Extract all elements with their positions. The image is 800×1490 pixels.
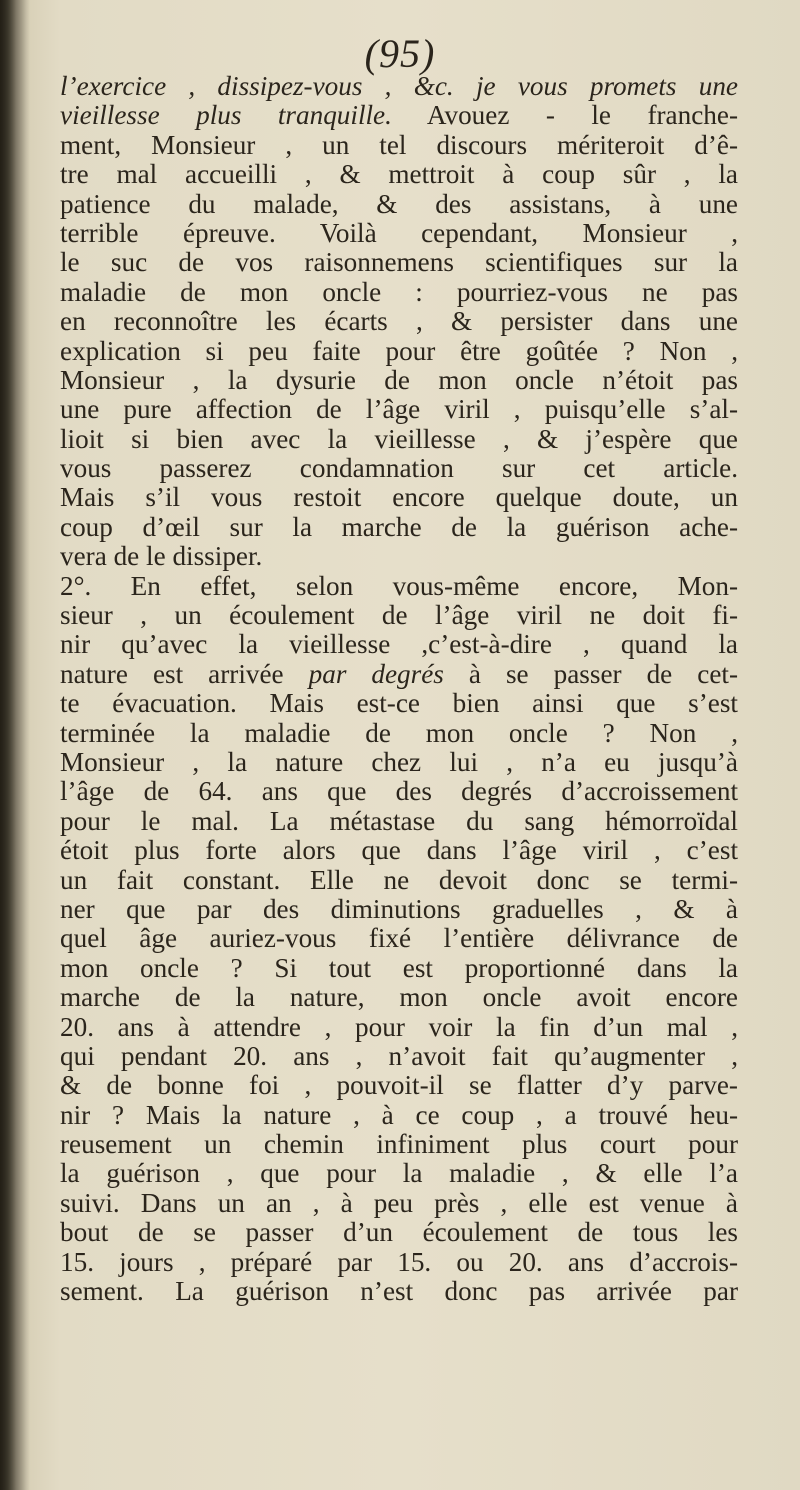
text-line (60, 278, 738, 307)
italic-text: vieillesse plus tranquille. (60, 100, 392, 131)
text-line (60, 1218, 738, 1247)
text-line (60, 219, 738, 248)
text-span: quel âge auriez-vous fixé l’entière délivrance de (60, 923, 738, 954)
italic-text: par degrés (308, 658, 444, 689)
text-span: terrible épreuve. Voilà cependant, Monsieur , (60, 217, 738, 248)
text-span: Mais s’il vous restoit encore quelque doute, un (60, 482, 738, 513)
text-line (60, 601, 738, 630)
text-line (60, 660, 738, 689)
text-line (60, 1101, 738, 1130)
text-line (60, 1130, 738, 1159)
text-line (60, 689, 738, 718)
text-line (60, 1277, 738, 1306)
text-line (60, 983, 738, 1012)
text-span: lioit si bien avec la vieillesse , & j’espère que (60, 423, 738, 454)
text-span: Monsieur , la dysurie de mon oncle n’étoit pas (60, 364, 738, 395)
text-span: coup d’œil sur la marche de la guérison ache- (60, 511, 738, 542)
text-span: nir ? Mais la nature , à ce coup , a trouvé heu- (60, 1099, 738, 1130)
text-span: suivi. Dans un an , à peu près , elle est venue à (60, 1187, 738, 1218)
text-line (60, 1071, 738, 1100)
text-span: & de bonne foi , pouvoit-il se flatter d’y parve- (60, 1070, 738, 1101)
text-line (60, 748, 738, 777)
text-line (60, 1248, 738, 1277)
text-span: explication si peu faite pour être goûtée ? Non , (60, 335, 738, 366)
text-line (60, 454, 738, 483)
text-line (60, 101, 738, 130)
page-number: (95) (364, 31, 436, 76)
text-span: vera de le dissiper. (60, 541, 263, 572)
text-span: sement. La guérison n’est donc pas arrivée par (60, 1276, 738, 1307)
text-line (60, 630, 738, 659)
text-line (60, 924, 738, 953)
text-span: étoit plus forte alors que dans l’âge viril , c’est (60, 835, 738, 866)
text-line (60, 1189, 738, 1218)
text-line (60, 72, 738, 101)
text-span: reusement un chemin infiniment plus court pour (60, 1129, 738, 1160)
text-line (60, 719, 738, 748)
text-span: 15. jours , préparé par 15. ou 20. ans d’accrois- (60, 1246, 738, 1277)
text-span: tre mal accueilli , & mettroit à coup sûr , la (60, 159, 738, 190)
text-span: qui pendant 20. ans , n’avoit fait qu’augmenter , (60, 1040, 738, 1071)
text-line (60, 366, 738, 395)
text-line (60, 807, 738, 836)
text-line (60, 248, 738, 277)
text-span: la guérison , que pour la maladie , & elle l’a (60, 1158, 738, 1189)
text-span: Monsieur , la nature chez lui , n’a eu jusqu’à (60, 746, 738, 777)
text-span: bout de se passer d’un écoulement de tous les (60, 1217, 738, 1248)
text-span: à se passer de cet- (443, 658, 738, 689)
text-line (60, 572, 738, 601)
text-line (60, 190, 738, 219)
text-span: nature est arrivée (60, 658, 309, 689)
text-line (60, 1013, 738, 1042)
text-line (60, 777, 738, 806)
text-line (60, 131, 738, 160)
text-span: une pure affection de l’âge viril , puisqu’elle s’al- (60, 394, 738, 425)
text-span: terminée la maladie de mon oncle ? Non , (60, 717, 738, 748)
text-span: 2°. En effet, selon vous-même encore, Mon- (60, 570, 738, 601)
text-span: ment, Monsieur , un tel discours mériteroit d’ê- (60, 129, 738, 160)
text-span: marche de la nature, mon oncle avoit encore (60, 982, 738, 1013)
text-line (60, 895, 738, 924)
text-span: ner que par des diminutions graduelles , & à (60, 893, 738, 924)
text-span: sieur , un écoulement de l’âge viril ne doit fi- (60, 600, 738, 631)
text-line (60, 483, 738, 512)
text-span: un fait constant. Elle ne devoit donc se termi- (60, 864, 738, 895)
text-line (60, 542, 738, 571)
text-span: 20. ans à attendre , pour voir la fin d’un mal , (60, 1011, 738, 1042)
text-line (60, 395, 738, 424)
text-line (60, 337, 738, 366)
text-span: nir qu’avec la vieillesse ,c’est-à-dire , quand la (60, 629, 738, 660)
text-span: pour le mal. La métastase du sang hémorroïdal (60, 805, 738, 836)
text-line (60, 836, 738, 865)
binding-gutter (0, 0, 30, 1490)
text-span: mon oncle ? Si tout est proportionné dans la (60, 952, 738, 983)
text-line (60, 1159, 738, 1188)
text-line (60, 513, 738, 542)
text-line (60, 160, 738, 189)
text-span: en reconnoître les écarts , & persister dans une (60, 306, 738, 337)
text-span: Avouez - le franche- (391, 100, 738, 131)
text-line (60, 425, 738, 454)
text-span: l’âge de 64. ans que des degrés d’accroissement (60, 776, 738, 807)
text-line (60, 954, 738, 983)
text-line (60, 1042, 738, 1071)
text-span: maladie de mon oncle : pourriez-vous ne pas (60, 276, 738, 307)
text-span: patience du malade, & des assistans, à une (60, 188, 738, 219)
text-span: vous passerez condamnation sur cet article. (60, 453, 738, 484)
body-text (60, 72, 738, 1306)
text-line (60, 307, 738, 336)
text-span: te évacuation. Mais est-ce bien ainsi que s’est (60, 688, 738, 719)
text-span: le suc de vos raisonnemens scientifiques sur la (60, 247, 738, 278)
text-line (60, 866, 738, 895)
italic-text: l’exercice , dissipez-vous , &c. je vous promets une (60, 71, 738, 101)
